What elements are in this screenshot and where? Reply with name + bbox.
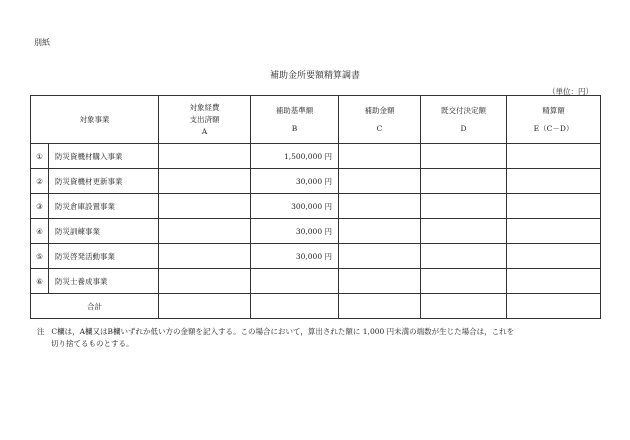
cell-c bbox=[339, 244, 421, 269]
row-number: ④ bbox=[31, 219, 49, 244]
document-title: 補助金所要額精算調書 bbox=[269, 71, 360, 81]
cell-e bbox=[507, 194, 601, 219]
cell-a bbox=[159, 169, 251, 194]
project-name: 防災倉庫設置事業 bbox=[49, 194, 159, 219]
total-b bbox=[251, 294, 339, 319]
table-row bbox=[31, 194, 601, 219]
table-row bbox=[31, 144, 601, 169]
col-header-c bbox=[339, 96, 421, 144]
col-header-b bbox=[251, 96, 339, 144]
col-header-d bbox=[421, 96, 507, 144]
table-row bbox=[31, 219, 601, 244]
project-name: 防災士養成事業 bbox=[49, 269, 159, 294]
cell-b bbox=[251, 269, 339, 294]
total-d bbox=[421, 294, 507, 319]
col-header-project bbox=[31, 96, 159, 144]
table-row bbox=[31, 244, 601, 269]
col-a-line1: 対象経費 bbox=[189, 102, 220, 112]
table-row bbox=[31, 269, 601, 294]
col-b-letter: B bbox=[291, 123, 298, 133]
cell-e bbox=[507, 169, 601, 194]
total-row bbox=[31, 294, 601, 319]
total-label: 合計 bbox=[31, 294, 159, 319]
cell-e bbox=[507, 244, 601, 269]
cell-d bbox=[421, 219, 507, 244]
col-header-a bbox=[159, 96, 251, 144]
cell-b: 30,000 円 bbox=[251, 244, 339, 269]
table-row bbox=[31, 169, 601, 194]
unit-label: （単位：円） bbox=[548, 87, 593, 96]
note-head: 注 bbox=[37, 327, 45, 336]
total-e bbox=[507, 294, 601, 319]
col-d-letter: D bbox=[460, 123, 467, 133]
settlement-table bbox=[30, 95, 601, 319]
project-name: 防災訓練事業 bbox=[49, 219, 159, 244]
col-a-line2: 支出済額 bbox=[189, 114, 220, 124]
header-row bbox=[31, 96, 601, 144]
cell-c bbox=[339, 219, 421, 244]
cell-a bbox=[159, 194, 251, 219]
project-name: 防災資機材購入事業 bbox=[49, 144, 159, 169]
project-name: 防災啓発活動事業 bbox=[49, 244, 159, 269]
cell-c bbox=[339, 269, 421, 294]
note-line2: 切り捨てるものとする。 bbox=[51, 339, 134, 348]
cell-e bbox=[507, 219, 601, 244]
cell-a bbox=[159, 144, 251, 169]
cell-d bbox=[421, 144, 507, 169]
attachment-label: 別紙 bbox=[34, 38, 50, 47]
cell-c bbox=[339, 169, 421, 194]
cell-b: 1,500,000 円 bbox=[251, 144, 339, 169]
note-line1: C欄は，A欄又はB欄いずれか低い方の金額を記入する。この場合において，算出された額に 1,000 円未満の端数が生じた場合は，これを bbox=[51, 327, 515, 336]
project-name: 防災資機材更新事業 bbox=[49, 169, 159, 194]
cell-a bbox=[159, 244, 251, 269]
col-d-line1: 既交付決定額 bbox=[441, 105, 486, 115]
total-c bbox=[339, 294, 421, 319]
col-header-project-label: 対象事業 bbox=[79, 114, 110, 124]
row-number: ① bbox=[31, 144, 49, 169]
cell-d bbox=[421, 169, 507, 194]
row-number: ⑥ bbox=[31, 269, 49, 294]
cell-d bbox=[421, 244, 507, 269]
col-header-e bbox=[507, 96, 601, 144]
cell-b: 30,000 円 bbox=[251, 169, 339, 194]
cell-d bbox=[421, 269, 507, 294]
cell-b: 300,000 円 bbox=[251, 194, 339, 219]
cell-a bbox=[159, 269, 251, 294]
footnote bbox=[37, 326, 597, 350]
cell-b: 30,000 円 bbox=[251, 219, 339, 244]
cell-c bbox=[339, 194, 421, 219]
col-b-line1: 補助基準額 bbox=[275, 105, 314, 115]
col-c-letter: C bbox=[376, 123, 383, 133]
row-number: ③ bbox=[31, 194, 49, 219]
col-c-line1: 補助金額 bbox=[364, 105, 395, 115]
row-number: ⑤ bbox=[31, 244, 49, 269]
cell-c bbox=[339, 144, 421, 169]
col-e-letter: E（C－D） bbox=[533, 123, 574, 133]
cell-e bbox=[507, 144, 601, 169]
row-number: ② bbox=[31, 169, 49, 194]
cell-d bbox=[421, 194, 507, 219]
cell-e bbox=[507, 269, 601, 294]
cell-a bbox=[159, 219, 251, 244]
col-a-letter: A bbox=[201, 126, 208, 136]
col-e-line1: 精算額 bbox=[542, 105, 565, 115]
total-a bbox=[159, 294, 251, 319]
